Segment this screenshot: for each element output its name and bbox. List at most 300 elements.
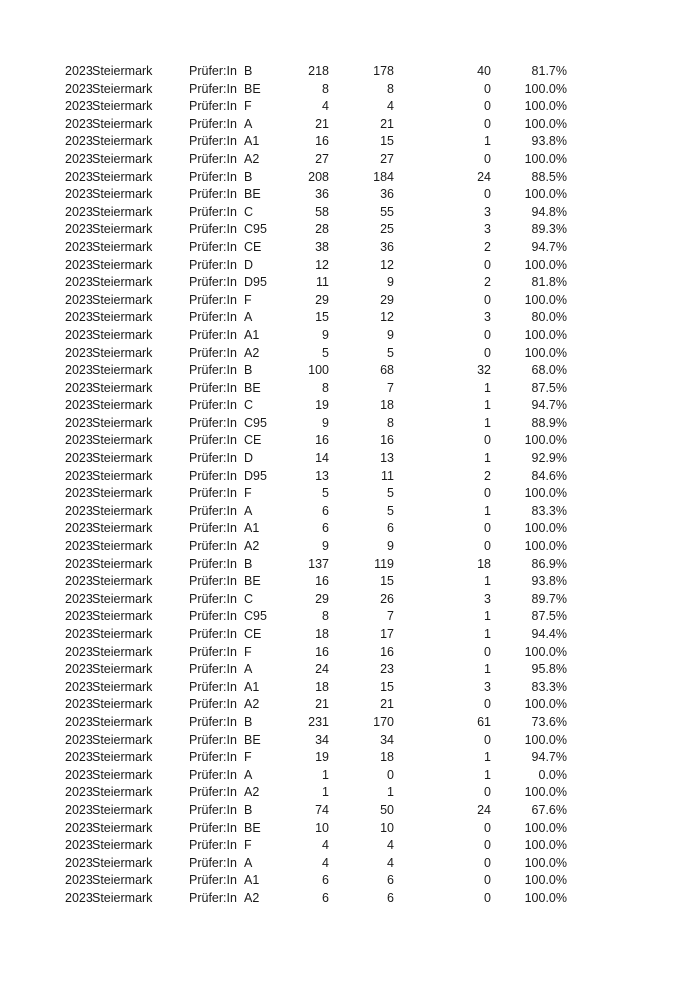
table-row [0,380,700,398]
pass-rate-cell: 100.0% [524,539,567,554]
passed-cell: 68 [380,363,394,378]
role-cell: Prüfer:In [189,697,237,712]
year-cell: 2023 [65,415,93,430]
region-cell: Steiermark [92,855,153,870]
region-cell: Steiermark [92,591,153,606]
table-row [0,820,700,838]
region-cell: Steiermark [92,468,153,483]
failed-cell: 0 [484,151,491,166]
role-cell: Prüfer:In [189,890,237,905]
region-cell: Steiermark [92,873,153,888]
license-class-cell: A1 [244,679,260,694]
table-row [0,327,700,345]
region-cell: Steiermark [92,838,153,853]
region-cell: Steiermark [92,380,153,395]
year-cell: 2023 [65,275,93,290]
table-row [0,679,700,697]
table-row [0,784,700,802]
failed-cell: 1 [484,134,491,149]
passed-cell: 8 [387,415,394,430]
passed-cell: 6 [387,521,394,536]
table-row [0,767,700,785]
total-cell: 27 [315,151,329,166]
table-row [0,485,700,503]
failed-cell: 0 [484,99,491,114]
pass-rate-cell: 94.7% [531,239,567,254]
license-class-cell: A [244,503,253,518]
role-cell: Prüfer:In [189,345,237,360]
failed-cell: 0 [484,873,491,888]
role-cell: Prüfer:In [189,310,237,325]
year-cell: 2023 [65,398,93,413]
region-cell: Steiermark [92,785,153,800]
passed-cell: 9 [387,539,394,554]
failed-cell: 1 [484,380,491,395]
total-cell: 21 [315,116,329,131]
year-cell: 2023 [65,239,93,254]
table-row [0,626,700,644]
license-class-cell: CE [244,627,262,641]
passed-cell: 7 [387,380,394,395]
passed-cell: 0 [387,767,394,782]
passed-cell: 50 [380,802,394,817]
pass-rate-cell: 100.0% [524,732,567,747]
license-class-cell: C95 [244,609,267,624]
role-cell: Prüfer:In [189,187,237,202]
role-cell: Prüfer:In [189,820,237,835]
license-class-cell: A2 [244,151,260,166]
year-cell: 2023 [65,187,93,202]
region-cell: Steiermark [92,662,153,677]
total-cell: 6 [322,521,329,536]
passed-cell: 4 [387,838,394,853]
pass-rate-cell: 86.9% [531,556,567,571]
license-class-cell: D [244,451,254,466]
year-cell: 2023 [65,503,93,518]
total-cell: 19 [315,750,329,765]
failed-cell: 0 [484,345,491,360]
passed-cell: 9 [387,327,394,342]
license-class-cell: A2 [244,539,260,554]
pass-rate-cell: 94.7% [531,750,567,765]
passed-cell: 16 [380,433,394,448]
pass-rate-cell: 87.5% [531,609,567,624]
total-cell: 29 [315,292,329,307]
failed-cell: 0 [484,785,491,800]
license-class-cell: A1 [244,134,260,149]
total-cell: 19 [315,398,329,413]
failed-cell: 61 [477,714,491,729]
region-cell: Steiermark [92,363,153,378]
failed-cell: 40 [477,64,491,78]
pass-rate-cell: 67.6% [531,802,567,817]
passed-cell: 4 [387,99,394,114]
year-cell: 2023 [65,468,93,483]
pass-rate-cell: 73.6% [531,714,567,729]
region-cell: Steiermark [92,539,153,554]
failed-cell: 1 [484,574,491,589]
total-cell: 74 [315,802,329,817]
pass-rate-cell: 0.0% [538,767,567,782]
year-cell: 2023 [65,327,93,342]
total-cell: 8 [322,609,329,624]
role-cell: Prüfer:In [189,151,237,166]
pass-rate-cell: 100.0% [524,697,567,712]
region-cell: Steiermark [92,204,153,219]
failed-cell: 1 [484,415,491,430]
license-class-cell: A [244,310,253,325]
passed-cell: 18 [380,750,394,765]
total-cell: 9 [322,539,329,554]
pass-rate-cell: 88.9% [531,415,567,430]
passed-cell: 15 [380,574,394,589]
role-cell: Prüfer:In [189,662,237,677]
passed-cell: 5 [387,486,394,501]
pass-rate-cell: 81.7% [531,64,567,78]
failed-cell: 0 [484,486,491,501]
role-cell: Prüfer:In [189,627,237,641]
passed-cell: 26 [380,591,394,606]
role-cell: Prüfer:In [189,750,237,765]
failed-cell: 1 [484,627,491,641]
total-cell: 13 [315,468,329,483]
license-class-cell: D [244,257,254,272]
role-cell: Prüfer:In [189,574,237,589]
passed-cell: 10 [380,820,394,835]
role-cell: Prüfer:In [189,838,237,853]
failed-cell: 1 [484,609,491,624]
role-cell: Prüfer:In [189,239,237,254]
year-cell: 2023 [65,802,93,817]
table-row [0,696,700,714]
pass-rate-cell: 83.3% [531,679,567,694]
table-row [0,890,700,908]
year-cell: 2023 [65,539,93,554]
table-row [0,749,700,767]
region-cell: Steiermark [92,820,153,835]
role-cell: Prüfer:In [189,714,237,729]
passed-cell: 6 [387,890,394,905]
pass-rate-cell: 100.0% [524,521,567,536]
table-row [0,415,700,433]
total-cell: 9 [322,327,329,342]
pass-rate-cell: 92.9% [531,451,567,466]
passed-cell: 17 [380,627,394,641]
year-cell: 2023 [65,310,93,325]
license-class-cell: F [244,292,252,307]
table-row [0,503,700,521]
failed-cell: 1 [484,451,491,466]
license-class-cell: C [244,204,254,219]
license-class-cell: A [244,116,253,131]
total-cell: 1 [322,785,329,800]
region-cell: Steiermark [92,556,153,571]
pass-rate-cell: 100.0% [524,838,567,853]
license-class-cell: C95 [244,222,267,237]
total-cell: 11 [316,275,329,290]
passed-cell: 1 [387,785,394,800]
pass-rate-cell: 94.4% [531,627,567,641]
table-row [0,221,700,239]
passed-cell: 36 [380,187,394,202]
role-cell: Prüfer:In [189,609,237,624]
year-cell: 2023 [65,574,93,589]
year-cell: 2023 [65,767,93,782]
license-class-cell: A [244,662,253,677]
table-row [0,855,700,873]
region-cell: Steiermark [92,239,153,254]
total-cell: 12 [315,257,329,272]
pass-rate-cell: 94.8% [531,204,567,219]
passed-cell: 15 [380,134,394,149]
pass-rate-cell: 100.0% [524,99,567,114]
pass-rate-cell: 100.0% [524,327,567,342]
table-row [0,397,700,415]
pass-rate-cell: 93.8% [531,134,567,149]
license-class-cell: B [244,556,253,571]
pass-rate-cell: 94.7% [531,398,567,413]
failed-cell: 0 [484,116,491,131]
pass-rate-cell: 100.0% [524,81,567,96]
total-cell: 100 [308,363,329,378]
year-cell: 2023 [65,451,93,466]
year-cell: 2023 [65,222,93,237]
role-cell: Prüfer:In [189,99,237,114]
year-cell: 2023 [65,521,93,536]
failed-cell: 0 [484,292,491,307]
region-cell: Steiermark [92,327,153,342]
failed-cell: 3 [484,204,491,219]
passed-cell: 5 [387,503,394,518]
region-cell: Steiermark [92,574,153,589]
total-cell: 6 [322,503,329,518]
region-cell: Steiermark [92,451,153,466]
year-cell: 2023 [65,609,93,624]
license-class-cell: B [244,64,253,78]
region-cell: Steiermark [92,697,153,712]
year-cell: 2023 [65,81,93,96]
table-row [0,345,700,363]
license-class-cell: CE [244,239,262,254]
total-cell: 6 [322,890,329,905]
license-class-cell: F [244,750,252,765]
failed-cell: 0 [484,644,491,659]
role-cell: Prüfer:In [189,257,237,272]
failed-cell: 2 [484,468,491,483]
failed-cell: 1 [484,662,491,677]
region-cell: Steiermark [92,151,153,166]
total-cell: 231 [308,714,329,729]
passed-cell: 29 [380,292,394,307]
license-class-cell: D95 [244,468,267,483]
failed-cell: 0 [484,257,491,272]
total-cell: 18 [315,679,329,694]
region-cell: Steiermark [92,433,153,448]
role-cell: Prüfer:In [189,134,237,149]
total-cell: 9 [322,415,329,430]
license-class-cell: C [244,398,254,413]
failed-cell: 2 [484,275,491,290]
year-cell: 2023 [65,486,93,501]
pass-rate-cell: 100.0% [524,151,567,166]
role-cell: Prüfer:In [189,521,237,536]
year-cell: 2023 [65,785,93,800]
passed-cell: 4 [387,855,394,870]
table-row [0,837,700,855]
role-cell: Prüfer:In [189,169,237,184]
failed-cell: 1 [484,398,491,413]
passed-cell: 21 [380,697,394,712]
license-class-cell: BE [244,81,261,96]
failed-cell: 3 [484,222,491,237]
total-cell: 16 [315,433,329,448]
role-cell: Prüfer:In [189,732,237,747]
region-cell: Steiermark [92,257,153,272]
pass-rate-cell: 87.5% [531,380,567,395]
passed-cell: 12 [380,257,394,272]
total-cell: 14 [315,451,329,466]
table-row [0,133,700,151]
year-cell: 2023 [65,151,93,166]
region-cell: Steiermark [92,310,153,325]
pass-rate-cell: 100.0% [524,187,567,202]
table-row [0,556,700,574]
region-cell: Steiermark [92,627,153,641]
role-cell: Prüfer:In [189,802,237,817]
region-cell: Steiermark [92,345,153,360]
license-class-cell: C [244,591,254,606]
license-class-cell: BE [244,380,261,395]
role-cell: Prüfer:In [189,363,237,378]
failed-cell: 0 [484,855,491,870]
failed-cell: 0 [484,820,491,835]
year-cell: 2023 [65,99,93,114]
license-class-cell: F [244,486,252,501]
failed-cell: 0 [484,732,491,747]
region-cell: Steiermark [92,116,153,131]
region-cell: Steiermark [92,767,153,782]
year-cell: 2023 [65,750,93,765]
region-cell: Steiermark [92,81,153,96]
total-cell: 4 [322,99,329,114]
role-cell: Prüfer:In [189,451,237,466]
failed-cell: 0 [484,890,491,905]
total-cell: 208 [308,169,329,184]
failed-cell: 1 [484,503,491,518]
region-cell: Steiermark [92,679,153,694]
year-cell: 2023 [65,64,93,78]
year-cell: 2023 [65,257,93,272]
license-class-cell: F [244,644,252,659]
passed-cell: 21 [380,116,394,131]
pass-rate-cell: 100.0% [524,873,567,888]
pass-rate-cell: 100.0% [524,644,567,659]
region-cell: Steiermark [92,275,153,290]
year-cell: 2023 [65,345,93,360]
role-cell: Prüfer:In [189,81,237,96]
total-cell: 10 [315,820,329,835]
year-cell: 2023 [65,556,93,571]
failed-cell: 2 [484,239,491,254]
region-cell: Steiermark [92,644,153,659]
year-cell: 2023 [65,662,93,677]
year-cell: 2023 [65,380,93,395]
pass-rate-cell: 100.0% [524,433,567,448]
total-cell: 5 [322,345,329,360]
role-cell: Prüfer:In [189,275,237,290]
table-row [0,362,700,380]
role-cell: Prüfer:In [189,468,237,483]
passed-cell: 8 [387,81,394,96]
region-cell: Steiermark [92,415,153,430]
total-cell: 58 [315,204,329,219]
region-cell: Steiermark [92,134,153,149]
passed-cell: 34 [380,732,394,747]
license-class-cell: A1 [244,327,260,342]
total-cell: 6 [322,873,329,888]
total-cell: 18 [315,627,329,641]
passed-cell: 5 [387,345,394,360]
table-row [0,63,700,81]
year-cell: 2023 [65,134,93,149]
failed-cell: 32 [477,363,491,378]
role-cell: Prüfer:In [189,503,237,518]
year-cell: 2023 [65,714,93,729]
year-cell: 2023 [65,591,93,606]
region-cell: Steiermark [92,187,153,202]
table-row [0,239,700,257]
total-cell: 16 [315,644,329,659]
year-cell: 2023 [65,855,93,870]
failed-cell: 0 [484,81,491,96]
passed-cell: 18 [380,398,394,413]
table-row [0,591,700,609]
license-class-cell: B [244,169,253,184]
license-class-cell: A2 [244,697,260,712]
table-row [0,292,700,310]
passed-cell: 12 [380,310,394,325]
license-class-cell: F [244,99,252,114]
region-cell: Steiermark [92,398,153,413]
role-cell: Prüfer:In [189,292,237,307]
total-cell: 28 [315,222,329,237]
pass-rate-cell: 100.0% [524,292,567,307]
region-cell: Steiermark [92,890,153,905]
table-row [0,573,700,591]
total-cell: 34 [315,732,329,747]
table-row [0,661,700,679]
total-cell: 15 [315,310,329,325]
failed-cell: 0 [484,187,491,202]
pass-rate-cell: 100.0% [524,486,567,501]
role-cell: Prüfer:In [189,433,237,448]
region-cell: Steiermark [92,64,153,78]
role-cell: Prüfer:In [189,204,237,219]
license-class-cell: CE [244,433,262,448]
table-row [0,116,700,134]
region-cell: Steiermark [92,486,153,501]
passed-cell: 27 [380,151,394,166]
table-row [0,81,700,99]
pass-rate-cell: 100.0% [524,116,567,131]
pass-rate-cell: 88.5% [531,169,567,184]
region-cell: Steiermark [92,292,153,307]
table-row [0,468,700,486]
region-cell: Steiermark [92,609,153,624]
license-class-cell: A [244,855,253,870]
year-cell: 2023 [65,679,93,694]
license-class-cell: B [244,802,253,817]
